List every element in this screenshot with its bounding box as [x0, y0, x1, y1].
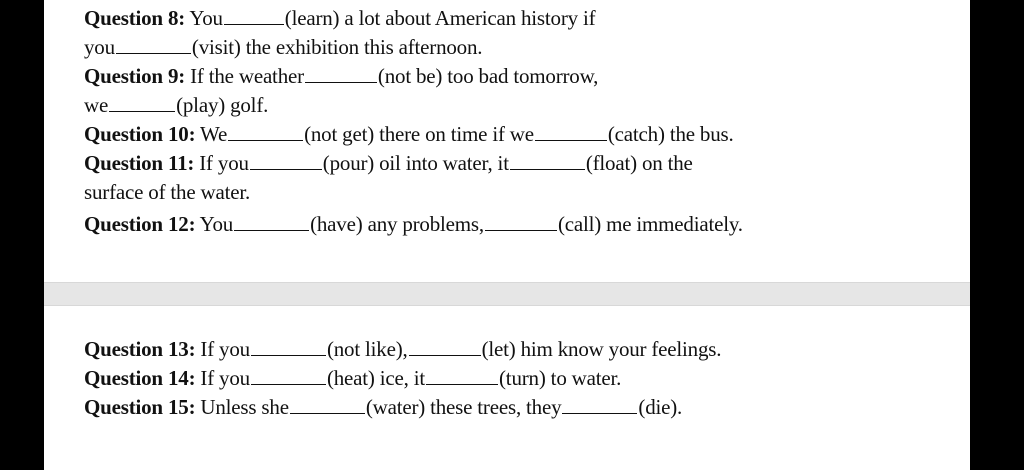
answer-blank: [116, 52, 191, 54]
document-page: [44, 0, 970, 470]
answer-blank: [305, 81, 377, 83]
question-10-text-3: (catch) the bus.: [607, 122, 734, 146]
question-12-line: [84, 210, 950, 239]
question-11-line-2: [84, 178, 950, 207]
answer-blank: [535, 139, 607, 141]
question-8-label: Question 8:: [84, 6, 186, 30]
question-14-text-1: If you: [195, 366, 250, 390]
question-15-text-2: (water) these trees, they: [365, 395, 562, 419]
question-13-line: [84, 335, 950, 364]
question-10-text-1: We: [195, 122, 228, 146]
question-11-text-3: (float) on the: [585, 151, 693, 175]
question-8-text-3: you: [84, 35, 115, 59]
question-9-text-3: we: [84, 93, 109, 117]
question-13-text-1: If you: [195, 337, 250, 361]
question-9-text-1: If the weather: [185, 64, 304, 88]
question-10-line: [84, 120, 950, 149]
question-group-top: [84, 4, 950, 239]
section-divider: [44, 282, 970, 306]
question-9-label: Question 9:: [84, 64, 186, 88]
question-8-text-1: You: [185, 6, 223, 30]
question-12-text-2: (have) any problems,: [310, 212, 484, 236]
question-15-label: Question 15:: [84, 395, 196, 419]
question-10-text-2: (not get) there on time if we: [304, 122, 534, 146]
question-11-text-4: surface of the water.: [84, 180, 251, 204]
question-14-text-2: (heat) ice, it: [326, 366, 426, 390]
question-9-line-2: [84, 91, 950, 120]
question-13-label: Question 13:: [84, 337, 196, 361]
question-11-text-1: If you: [194, 151, 249, 175]
question-15-line: [84, 393, 950, 422]
question-14-text-3: (turn) to water.: [499, 366, 622, 390]
question-13-text-2: (not like),: [326, 337, 408, 361]
question-15-text-3: (die).: [638, 395, 683, 419]
question-11-label: Question 11:: [84, 151, 195, 175]
question-15-text-1: Unless she: [195, 395, 289, 419]
question-group-bottom: [84, 335, 950, 422]
question-9-text-4: (play) golf.: [176, 93, 269, 117]
answer-blank: [224, 23, 284, 25]
question-13-text-3: (let) him know your feelings.: [481, 337, 722, 361]
question-9-line-1: [84, 62, 950, 91]
question-12-text-1: You: [195, 212, 234, 236]
question-12-label: Question 12:: [84, 212, 196, 236]
question-14-line: [84, 364, 950, 393]
answer-blank: [251, 354, 326, 356]
question-11-line-1: [84, 149, 950, 178]
question-8-line-2: [84, 33, 950, 62]
answer-blank: [562, 412, 637, 414]
answer-blank: [485, 229, 557, 231]
question-12-text-3: (call) me immediately.: [557, 212, 743, 236]
answer-blank: [228, 139, 303, 141]
answer-blank: [409, 354, 481, 356]
answer-blank: [510, 168, 585, 170]
question-10-label: Question 10:: [84, 122, 196, 146]
question-8-text-2: (learn) a lot about American history if: [284, 6, 596, 30]
answer-blank: [290, 412, 365, 414]
question-8-line-1: [84, 4, 950, 33]
answer-blank: [234, 229, 309, 231]
question-14-label: Question 14:: [84, 366, 196, 390]
question-11-text-2: (pour) oil into water, it: [322, 151, 509, 175]
answer-blank: [426, 383, 498, 385]
question-8-text-4: (visit) the exhibition this afternoon.: [191, 35, 483, 59]
answer-blank: [250, 168, 322, 170]
answer-blank: [109, 110, 175, 112]
answer-blank: [251, 383, 326, 385]
question-9-text-2: (not be) too bad tomorrow,: [377, 64, 599, 88]
